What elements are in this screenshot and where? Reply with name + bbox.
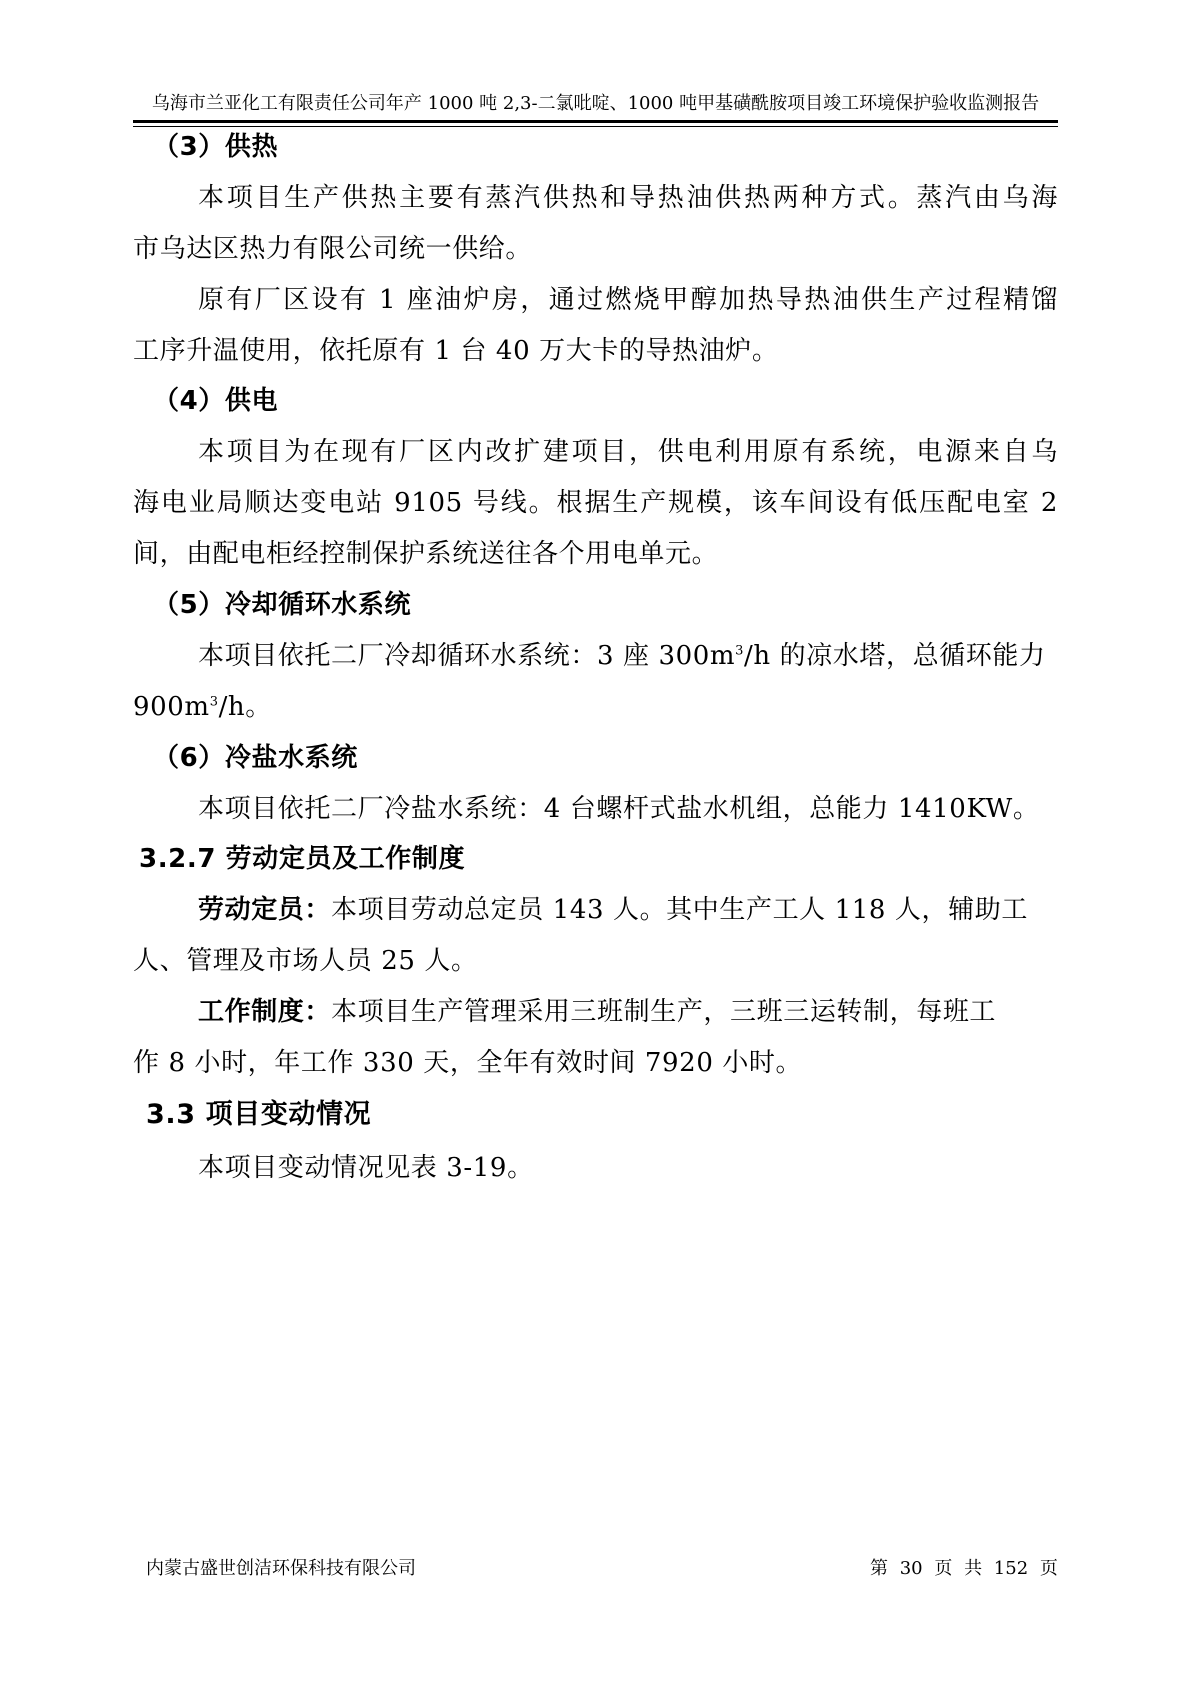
heat-p1-line2: 市乌达区热力有限公司统一供给。 — [133, 234, 533, 264]
heading-power: （4）供电 — [153, 386, 279, 416]
cooling-line1-a: 本项目依托二厂冷却循环水系统：3 座 300m — [198, 641, 736, 671]
cooling-line1-b: /h 的凉水塔，总循环能力 — [744, 641, 1046, 671]
brine-line1: 本项目依托二厂冷盐水系统：4 台螺杆式盐水机组，总能力 1410KW。 — [198, 794, 1040, 824]
heat-p2-line2: 工序升温使用，依托原有 1 台 40 万大卡的导热油炉。 — [133, 336, 779, 366]
header-rule-thin — [133, 126, 1058, 127]
cooling-line2-b: /h。 — [218, 692, 272, 722]
power-line3: 间，由配电柜经控制保护系统送往各个用电单元。 — [133, 539, 719, 569]
power-line1: 本项目为在现有厂区内改扩建项目，供电利用原有系统，电源来自乌 — [198, 437, 1058, 467]
labor-work-text: 本项目生产管理采用三班制生产，三班三运转制，每班工 — [331, 997, 997, 1027]
heading-change: 3.3 项目变动情况 — [146, 1099, 372, 1130]
cooling-line2 — [133, 690, 1058, 724]
cooling-line1 — [198, 639, 1058, 673]
heat-p1-line1: 本项目生产供热主要有蒸汽供热和导热油供热两种方式。蒸汽由乌海 — [198, 183, 1058, 213]
labor-staff-text: 本项目劳动总定员 143 人。其中生产工人 118 人，辅助工 — [331, 895, 1028, 925]
report-header-title: 乌海市兰亚化工有限责任公司年产 1000 吨 2,3-二氯吡啶、1000 吨甲基磺酰胺项目竣工环境保护验收监测报告 — [151, 93, 1040, 114]
heading-heat: （3）供热 — [153, 132, 279, 162]
heading-brine: （6）冷盐水系统 — [153, 743, 358, 773]
labor-staff-line1 — [198, 893, 1058, 927]
labor-work-line1 — [198, 995, 1058, 1029]
footer-company: 内蒙古盛世创洁环保科技有限公司 — [146, 1558, 416, 1579]
labor-work-line2: 作 8 小时，年工作 330 天，全年有效时间 7920 小时。 — [133, 1048, 803, 1078]
labor-staff-label: 劳动定员： — [198, 895, 332, 925]
header-rule-thick — [133, 120, 1058, 123]
heading-labor: 3.2.7 劳动定员及工作制度 — [139, 844, 466, 874]
change-line1: 本项目变动情况见表 3-19。 — [198, 1153, 534, 1183]
heading-cooling: （5）冷却循环水系统 — [153, 590, 412, 620]
labor-work-label: 工作制度： — [198, 997, 332, 1027]
footer-page-number: 第 30 页 共 152 页 — [870, 1558, 1058, 1579]
heat-p2-line1: 原有厂区设有 1 座油炉房，通过燃烧甲醇加热导热油供生产过程精馏 — [198, 285, 1058, 315]
cooling-line2-sup: 3 — [209, 694, 219, 710]
power-line2: 海电业局顺达变电站 9105 号线。根据生产规模，该车间设有低压配电室 2 — [133, 488, 1058, 518]
labor-staff-line2: 人、管理及市场人员 25 人。 — [133, 946, 478, 976]
cooling-line2-a: 900m — [133, 692, 210, 722]
cooling-line1-sup: 3 — [735, 643, 745, 659]
